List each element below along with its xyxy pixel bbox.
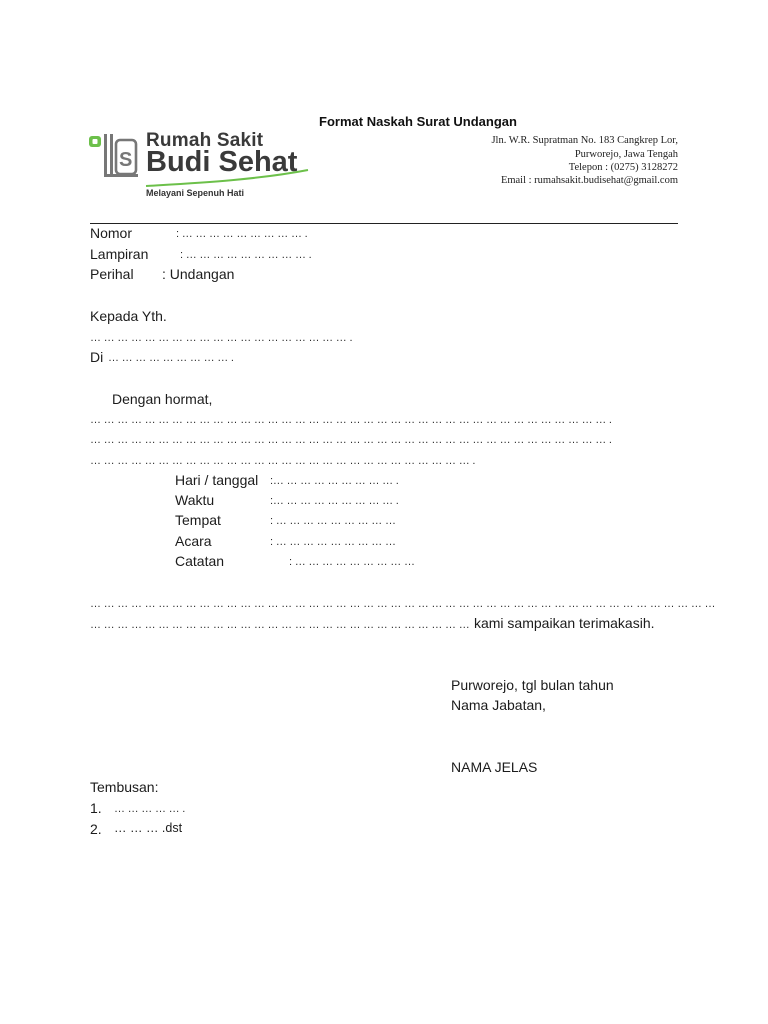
waktu-label: Waktu [175, 492, 215, 508]
acara-label: Acara [175, 533, 212, 549]
closing-thanks: kami sampaikan terimakasih. [473, 615, 655, 631]
logo-tagline: Melayani Sepenuh Hati [146, 188, 245, 198]
signature-place-date: Purworejo, tgl bulan tahun [451, 677, 614, 693]
logo-line-budi-sehat: Budi Sehat [146, 146, 298, 178]
di-dots: … … … … … … … … … . [108, 352, 234, 364]
closing-dots-line-2: … … … … … … … … … … … … … … … … … … … … … … … … … … … … [90, 619, 470, 631]
hari-tanggal-label: Hari / tanggal [175, 472, 259, 488]
lampiran-value: : … … … … … … … … … . [180, 249, 312, 261]
signature-name: NAMA JELAS [451, 759, 538, 775]
hari-tanggal-value: :… … … … … … … … … . [270, 475, 399, 487]
catatan-label: Catatan [175, 553, 225, 569]
perihal-value: : Undangan [162, 266, 235, 282]
catatan-value: : … … … … … … … … … [289, 556, 415, 568]
nomor-label: Nomor [90, 225, 133, 241]
greeting: Dengan hormat, [112, 391, 213, 407]
hospital-logo [86, 130, 316, 206]
letterhead-divider [90, 223, 678, 224]
signature-position: Nama Jabatan, [451, 697, 546, 713]
body-line-1: … … … … … … … … … … … … … … … … … … … … … … … … … … … … … … … … … … … … … … . [90, 414, 612, 426]
address-line-email: Email : rumahsakit.budisehat@gmail.com [500, 175, 678, 186]
acara-value: : … … … … … … … … … [270, 536, 396, 548]
closing-dots-line-1: … … … … … … … … … … … … … … … … … … … … … … … … … … … … … … … … … … … … … … … … … … … … … … [90, 598, 716, 610]
tembusan-item-1-number: 1. [90, 800, 102, 816]
body-line-3: … … … … … … … … … … … … … … … … … … … … … … … … … … … … . [90, 455, 476, 467]
recipient-name-dots: … … … … … … … … … … … … … … … … … … … . [90, 332, 353, 344]
kepada-yth: Kepada Yth. [90, 308, 167, 324]
address-line-city: Purworejo, Jawa Tengah [574, 149, 678, 160]
waktu-value: :… … … … … … … … … . [270, 495, 399, 507]
lampiran-label: Lampiran [90, 246, 149, 262]
tembusan-label: Tembusan: [90, 779, 159, 795]
perihal-label: Perihal [90, 266, 134, 282]
tembusan-item-1-text: … … … … … . [114, 803, 186, 815]
closing-line-2 [90, 615, 655, 633]
nomor-value: : … … … … … … … … … . [176, 228, 308, 240]
tempat-label: Tempat [175, 512, 221, 528]
body-line-2: … … … … … … … … … … … … … … … … … … … … … … … … … … … … … … … … … … … … … … . [90, 434, 612, 446]
address-line-street: Jln. W.R. Supratman No. 183 Cangkrep Lor, [491, 135, 678, 146]
logo-line-rumah-sakit: Rumah Sakit [146, 130, 264, 151]
document-title: Format Naskah Surat Undangan [319, 114, 517, 129]
tembusan-item-2-number: 2. [90, 821, 102, 837]
tembusan-item-2-text: … … … .dst [114, 821, 183, 835]
tempat-value: : … … … … … … … … … [270, 515, 396, 527]
address-line-phone: Telepon : (0275) 3128272 [568, 162, 678, 173]
di-label: Di [90, 349, 104, 365]
svg-text:S: S [119, 149, 133, 171]
